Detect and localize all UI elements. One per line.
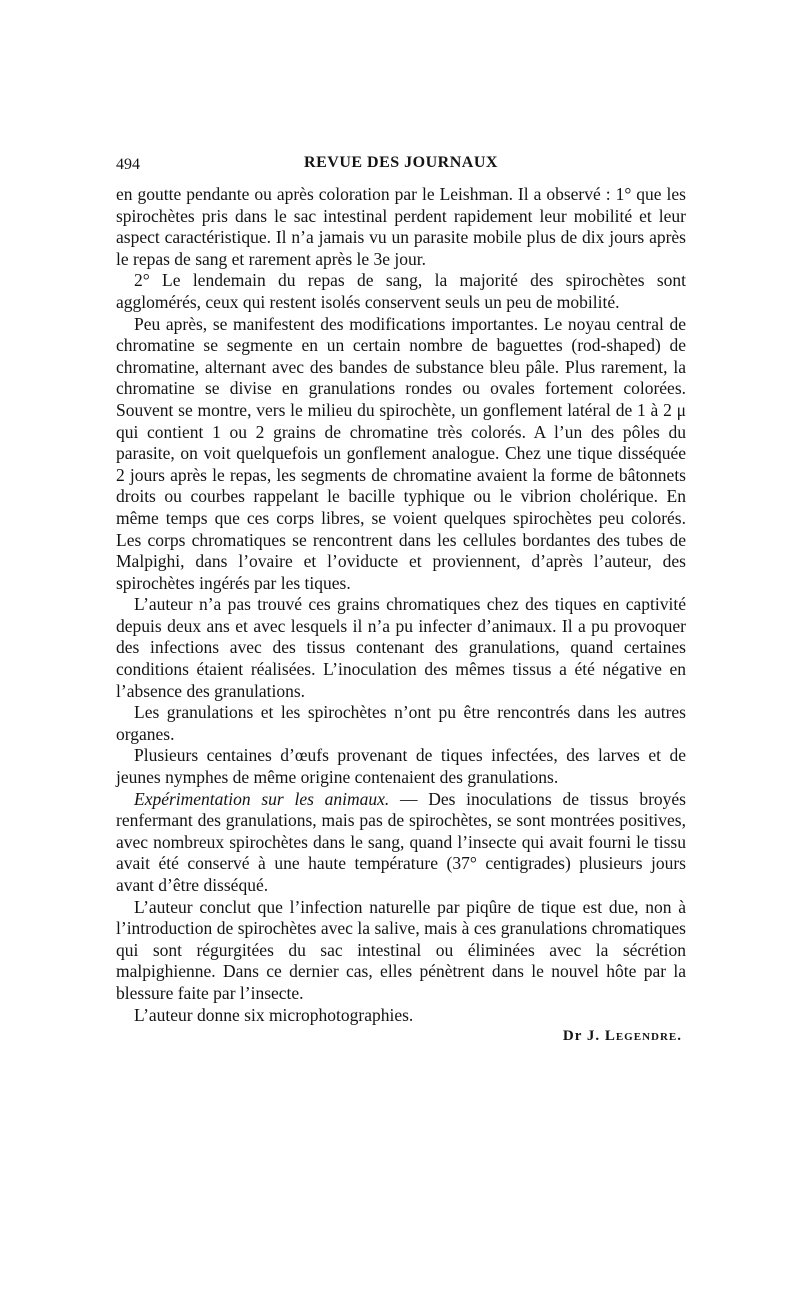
paragraph: L’auteur conclut que l’infection naturelle par piqûre de tique est due, non à l’introduction de spirochètes avec la salive, mais à ces granulations chromatiques qui sont régurgitées du sac intestinal ou éliminées avec la sécrétion malpighienne. Dans ce dernier cas, elles pénètrent dans le nouvel hôte par la blessure faite par l’insecte. xyxy=(116,896,686,1003)
experimentation-heading: Expérimentation sur les animaux. xyxy=(134,788,390,809)
signature-name: J. Legendre. xyxy=(586,1028,682,1045)
paragraph: en goutte pendante ou après coloration par le Leishman. Il a observé : 1° que les spirochètes pris dans le sac intestinal perdent rapidement leur mobilité et leur aspect caractéristique. Il n’a jamais vu un parasite mobile plus de dix jours après le repas de sang et rarement après le 3e jour. xyxy=(116,184,686,269)
signature-title: Dr xyxy=(562,1028,583,1045)
experimentation-text: — Des inoculations de tissus broyés renfermant des granulations, mais pas de spirochètes, se sont montrées positives, avec nombreux spirochètes dans le sang, quand l’insecte qui avait fourni le tissu avait été conservé à une haute température (37° centigrades) plusieurs jours avant d’être disséqué. xyxy=(116,788,686,895)
journal-page xyxy=(116,152,686,1045)
paragraph: Plusieurs centaines d’œufs provenant de tiques infectées, des larves et de jeunes nymphes de même origine contenaient des granulations. xyxy=(116,745,686,788)
page-number: 494 xyxy=(116,156,140,173)
paragraph: L’auteur donne six microphotographies. xyxy=(134,1004,414,1025)
paragraph: 2° Le lendemain du repas de sang, la majorité des spirochètes sont agglomérés, ceux qui restent isolés conservent seuls un peu de mobilité. xyxy=(116,270,686,312)
experimentation-paragraph xyxy=(116,789,686,897)
article-body xyxy=(116,184,686,1026)
running-title: REVUE DES JOURNAUX xyxy=(304,154,498,171)
author-signature xyxy=(116,1028,686,1045)
paragraph: Peu après, se manifestent des modifications importantes. Le noyau central de chromatine se segmente en un certain nombre de baguettes (rod-shaped) de chromatine, alternant avec des bandes de substance bleu pâle. Plus rarement, la chromatine se divise en granulations rondes ou ovales fortement colorées. Souvent se montre, vers le milieu du spirochète, un gonflement latéral de 1 à 2 μ qui contient 1 ou 2 grains de chromatine très colorés. A l’un des pôles du parasite, on voit quelquefois un gonflement analogue. Chez une tique disséquée 2 jours après le repas, les segments de chromatine avaient la forme de bâtonnets droits ou courbes rappelant le bacille typhique ou le vibrion cholérique. En même temps que ces corps libres, se voient quelques spirochètes peu colorés. Les corps chromatiques se rencontrent dans les cellules bordantes des tubes de Malpighi, dans l’ovaire et l’oviducte et proviennent, d’après l’auteur, des spirochètes ingérés par les tiques. xyxy=(116,313,686,593)
page-header xyxy=(116,152,686,176)
paragraph: Les granulations et les spirochètes n’ont pu être rencontrés dans les autres organes. xyxy=(116,702,686,744)
paragraph: L’auteur n’a pas trouvé ces grains chromatiques chez des tiques en captivité depuis deux ans et avec lesquels il n’a pu infecter d’animaux. Il a pu provoquer des infections avec des tissus contenant des granulations, quand certaines conditions étaient réalisées. L’inoculation des mêmes tissus a été négative en l’absence des granulations. xyxy=(116,594,686,701)
